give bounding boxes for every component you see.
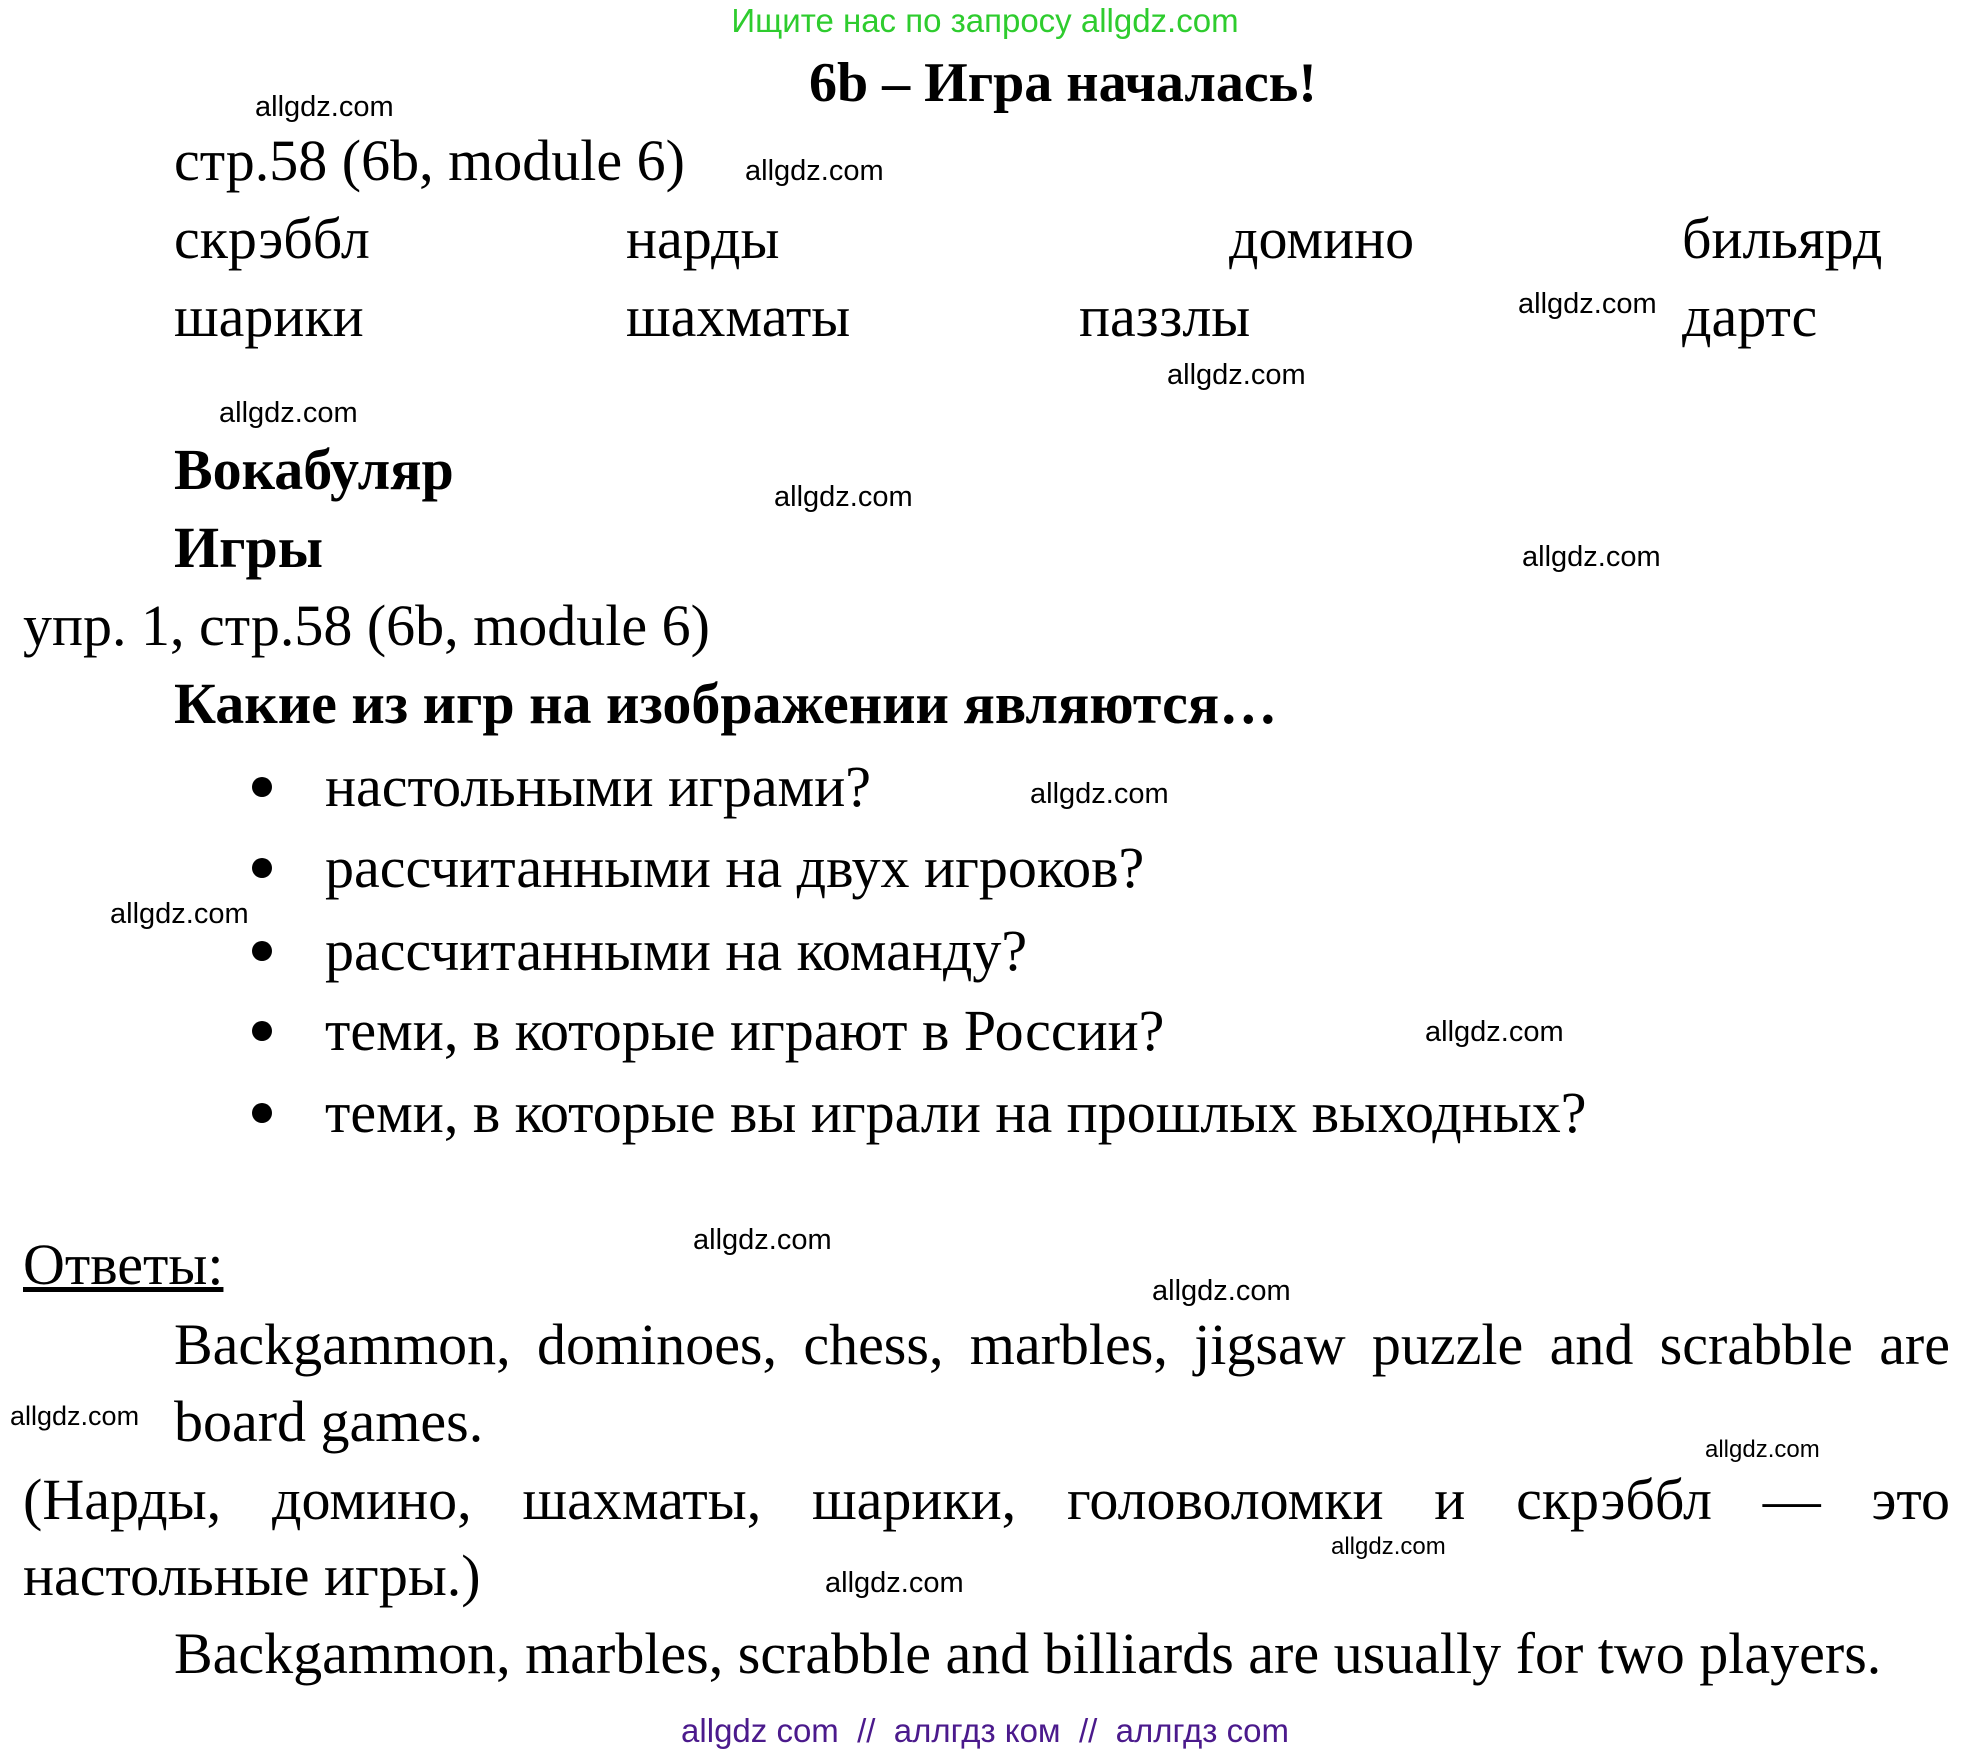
watermark: allgdz.com: [1425, 1016, 1564, 1048]
bullet-item: настольными играми?: [325, 754, 872, 819]
bullet-icon: [252, 777, 272, 797]
watermark: allgdz.com: [110, 898, 249, 930]
watermark: allgdz.com: [825, 1567, 964, 1599]
bullet-icon: [252, 1021, 272, 1041]
answer-1-ru-line-1: (Нарды, домино, шахматы, шарики, головоломки и скрэббл — это: [23, 1467, 1950, 1532]
vocab-subheading: Игры: [174, 515, 323, 580]
bullet-item: рассчитанными на команду?: [325, 918, 1028, 983]
vocab-word: бильярд: [1682, 206, 1883, 271]
bullet-item: теми, в которые вы играли на прошлых выходных?: [325, 1080, 1587, 1145]
watermark: allgdz.com: [10, 1401, 140, 1431]
page-title: 6b – Игра началась!: [809, 52, 1317, 114]
watermark: allgdz.com: [1705, 1436, 1820, 1463]
answer-2: Backgammon, marbles, scrabble and billiards are usually for two players.: [174, 1621, 1882, 1686]
watermark: allgdz.com: [745, 155, 884, 187]
watermark: allgdz.com: [1331, 1533, 1446, 1560]
watermark: allgdz.com: [219, 397, 358, 429]
header-banner: Ищите нас по запросу allgdz.com: [731, 2, 1239, 39]
bullet-item: теми, в которые играют в России?: [325, 998, 1165, 1063]
footer-links: allgdz com // аллгдз ком // аллгдз com: [681, 1712, 1289, 1749]
bullet-icon: [252, 1103, 272, 1123]
watermark: allgdz.com: [1167, 359, 1306, 391]
vocab-word: скрэббл: [174, 206, 370, 271]
vocab-word: шахматы: [626, 284, 851, 349]
vocab-word: дартс: [1682, 284, 1818, 349]
watermark: allgdz.com: [1030, 778, 1169, 810]
watermark: allgdz.com: [1522, 541, 1661, 573]
bullet-icon: [252, 858, 272, 878]
vocab-word: домино: [1229, 206, 1415, 271]
vocab-word: нарды: [626, 206, 780, 271]
watermark: allgdz.com: [774, 481, 913, 513]
answer-1-line-1: Backgammon, dominoes, chess, marbles, jigsaw puzzle and scrabble are: [174, 1312, 1950, 1377]
vocab-word: паззлы: [1079, 284, 1251, 349]
watermark: allgdz.com: [1152, 1275, 1291, 1307]
watermark: allgdz.com: [255, 91, 394, 123]
watermark: allgdz.com: [693, 1224, 832, 1256]
bullet-item: рассчитанными на двух игроков?: [325, 835, 1145, 900]
exercise-ref: упр. 1, стр.58 (6b, module 6): [23, 593, 710, 658]
question: Какие из игр на изображении являются…: [174, 671, 1278, 736]
answer-1-ru-line-2: настольные игры.): [23, 1543, 481, 1608]
page-ref: стр.58 (6b, module 6): [174, 128, 685, 193]
bullet-icon: [252, 941, 272, 961]
vocab-heading: Вокабуляр: [174, 437, 454, 502]
answers-heading: Ответы:: [23, 1232, 224, 1297]
watermark: allgdz.com: [1518, 288, 1657, 320]
answer-1-line-2: board games.: [174, 1389, 484, 1454]
vocab-word: шарики: [174, 284, 364, 349]
